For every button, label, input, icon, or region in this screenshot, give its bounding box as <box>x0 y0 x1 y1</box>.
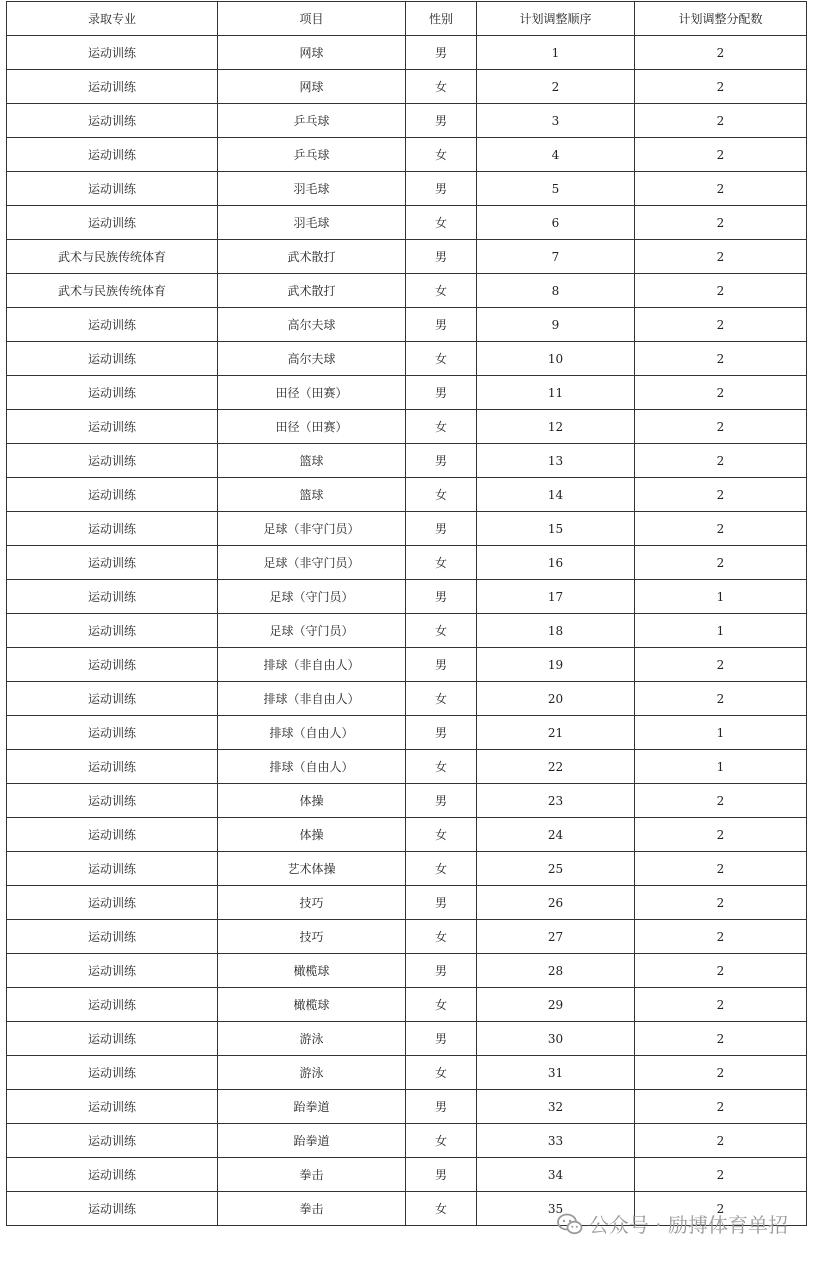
cell-event: 田径（田赛） <box>218 410 406 444</box>
header-adjust-order: 计划调整顺序 <box>477 2 635 36</box>
cell-gender: 女 <box>406 920 477 954</box>
cell-adjust-quota: 2 <box>635 172 807 206</box>
table-row <box>7 1192 807 1226</box>
cell-event: 田径（田赛） <box>218 376 406 410</box>
cell-major: 运动训练 <box>7 1056 218 1090</box>
cell-major: 运动训练 <box>7 36 218 70</box>
cell-gender: 女 <box>406 342 477 376</box>
cell-major: 运动训练 <box>7 750 218 784</box>
cell-event: 武术散打 <box>218 274 406 308</box>
header-gender: 性别 <box>406 2 477 36</box>
cell-event: 网球 <box>218 36 406 70</box>
table-row <box>7 444 807 478</box>
cell-gender: 男 <box>406 648 477 682</box>
cell-adjust-quota: 2 <box>635 886 807 920</box>
cell-adjust-quota: 2 <box>635 546 807 580</box>
header-major: 录取专业 <box>7 2 218 36</box>
table-row <box>7 988 807 1022</box>
table-row <box>7 852 807 886</box>
cell-adjust-quota: 2 <box>635 648 807 682</box>
table-row <box>7 138 807 172</box>
cell-adjust-order: 13 <box>477 444 635 478</box>
watermark-text: 公众号 · 励搏体育单招 <box>588 1213 788 1237</box>
cell-event: 篮球 <box>218 444 406 478</box>
cell-gender: 男 <box>406 716 477 750</box>
cell-gender: 男 <box>406 376 477 410</box>
cell-event: 足球（非守门员） <box>218 512 406 546</box>
cell-adjust-quota: 1 <box>635 750 807 784</box>
cell-adjust-quota: 2 <box>635 308 807 342</box>
table-row <box>7 1056 807 1090</box>
cell-major: 运动训练 <box>7 648 218 682</box>
table-row <box>7 682 807 716</box>
cell-adjust-quota: 1 <box>635 580 807 614</box>
table-row <box>7 274 807 308</box>
table-row <box>7 36 807 70</box>
cell-gender: 男 <box>406 512 477 546</box>
cell-adjust-order: 15 <box>477 512 635 546</box>
cell-gender: 女 <box>406 750 477 784</box>
cell-adjust-quota: 2 <box>635 104 807 138</box>
cell-event: 乒乓球 <box>218 138 406 172</box>
cell-major: 运动训练 <box>7 376 218 410</box>
cell-adjust-quota: 2 <box>635 274 807 308</box>
cell-adjust-order: 30 <box>477 1022 635 1056</box>
cell-event: 足球（守门员） <box>218 614 406 648</box>
cell-adjust-quota: 2 <box>635 784 807 818</box>
cell-adjust-order: 35 <box>477 1192 635 1226</box>
cell-gender: 女 <box>406 206 477 240</box>
cell-event: 游泳 <box>218 1022 406 1056</box>
cell-major: 运动训练 <box>7 410 218 444</box>
cell-adjust-order: 6 <box>477 206 635 240</box>
cell-event: 足球（守门员） <box>218 580 406 614</box>
cell-adjust-order: 14 <box>477 478 635 512</box>
table-row <box>7 886 807 920</box>
cell-event: 高尔夫球 <box>218 342 406 376</box>
table-row <box>7 478 807 512</box>
cell-gender: 女 <box>406 614 477 648</box>
cell-adjust-quota: 2 <box>635 376 807 410</box>
cell-gender: 女 <box>406 478 477 512</box>
cell-adjust-order: 4 <box>477 138 635 172</box>
table-row <box>7 784 807 818</box>
cell-event: 羽毛球 <box>218 172 406 206</box>
table-row <box>7 240 807 274</box>
cell-adjust-order: 19 <box>477 648 635 682</box>
cell-gender: 男 <box>406 172 477 206</box>
cell-major: 运动训练 <box>7 308 218 342</box>
cell-adjust-order: 24 <box>477 818 635 852</box>
cell-major: 运动训练 <box>7 784 218 818</box>
cell-gender: 男 <box>406 886 477 920</box>
cell-adjust-order: 2 <box>477 70 635 104</box>
cell-major: 武术与民族传统体育 <box>7 240 218 274</box>
table-row <box>7 104 807 138</box>
cell-adjust-quota: 2 <box>635 682 807 716</box>
cell-adjust-order: 9 <box>477 308 635 342</box>
cell-event: 高尔夫球 <box>218 308 406 342</box>
admission-plan-table <box>6 1 807 1226</box>
table-body <box>7 36 807 1226</box>
cell-major: 武术与民族传统体育 <box>7 274 218 308</box>
cell-adjust-quota: 2 <box>635 920 807 954</box>
cell-event: 拳击 <box>218 1158 406 1192</box>
cell-adjust-quota: 2 <box>635 478 807 512</box>
cell-major: 运动训练 <box>7 206 218 240</box>
cell-adjust-quota: 2 <box>635 1158 807 1192</box>
cell-event: 游泳 <box>218 1056 406 1090</box>
cell-gender: 女 <box>406 410 477 444</box>
cell-event: 体操 <box>218 784 406 818</box>
cell-major: 运动训练 <box>7 1192 218 1226</box>
header-row <box>7 2 807 36</box>
cell-adjust-order: 10 <box>477 342 635 376</box>
cell-gender: 女 <box>406 546 477 580</box>
cell-major: 运动训练 <box>7 716 218 750</box>
cell-gender: 女 <box>406 274 477 308</box>
cell-major: 运动训练 <box>7 580 218 614</box>
cell-adjust-quota: 2 <box>635 342 807 376</box>
cell-gender: 男 <box>406 1090 477 1124</box>
cell-adjust-order: 18 <box>477 614 635 648</box>
table-row <box>7 1158 807 1192</box>
cell-adjust-quota: 1 <box>635 716 807 750</box>
cell-gender: 男 <box>406 1158 477 1192</box>
table-row <box>7 1124 807 1158</box>
table-row <box>7 410 807 444</box>
cell-gender: 女 <box>406 988 477 1022</box>
cell-adjust-order: 3 <box>477 104 635 138</box>
cell-gender: 女 <box>406 818 477 852</box>
cell-major: 运动训练 <box>7 818 218 852</box>
cell-major: 运动训练 <box>7 512 218 546</box>
cell-event: 体操 <box>218 818 406 852</box>
cell-event: 艺术体操 <box>218 852 406 886</box>
cell-gender: 男 <box>406 580 477 614</box>
cell-major: 运动训练 <box>7 852 218 886</box>
cell-major: 运动训练 <box>7 1022 218 1056</box>
cell-adjust-quota: 1 <box>635 614 807 648</box>
cell-event: 武术散打 <box>218 240 406 274</box>
cell-adjust-quota: 2 <box>635 1056 807 1090</box>
cell-adjust-order: 23 <box>477 784 635 818</box>
cell-adjust-quota: 2 <box>635 1090 807 1124</box>
cell-major: 运动训练 <box>7 682 218 716</box>
cell-major: 运动训练 <box>7 70 218 104</box>
cell-gender: 男 <box>406 1022 477 1056</box>
table-row <box>7 648 807 682</box>
cell-adjust-quota: 2 <box>635 70 807 104</box>
cell-gender: 男 <box>406 444 477 478</box>
cell-adjust-order: 29 <box>477 988 635 1022</box>
cell-event: 跆拳道 <box>218 1124 406 1158</box>
cell-gender: 男 <box>406 104 477 138</box>
cell-adjust-quota: 2 <box>635 240 807 274</box>
cell-adjust-order: 22 <box>477 750 635 784</box>
cell-adjust-quota: 2 <box>635 1124 807 1158</box>
cell-adjust-quota: 2 <box>635 36 807 70</box>
header-event: 项目 <box>218 2 406 36</box>
cell-gender: 女 <box>406 1124 477 1158</box>
cell-adjust-order: 17 <box>477 580 635 614</box>
cell-adjust-quota: 2 <box>635 138 807 172</box>
cell-gender: 女 <box>406 138 477 172</box>
table-row <box>7 580 807 614</box>
table-row <box>7 716 807 750</box>
cell-event: 排球（自由人） <box>218 750 406 784</box>
cell-adjust-order: 21 <box>477 716 635 750</box>
cell-gender: 女 <box>406 682 477 716</box>
table-row <box>7 1022 807 1056</box>
cell-event: 技巧 <box>218 886 406 920</box>
cell-adjust-quota: 2 <box>635 988 807 1022</box>
cell-major: 运动训练 <box>7 954 218 988</box>
cell-adjust-quota: 2 <box>635 852 807 886</box>
cell-adjust-quota: 2 <box>635 206 807 240</box>
header-adjust-quota: 计划调整分配数 <box>635 2 807 36</box>
cell-gender: 女 <box>406 1192 477 1226</box>
cell-gender: 男 <box>406 954 477 988</box>
cell-adjust-order: 27 <box>477 920 635 954</box>
cell-event: 橄榄球 <box>218 954 406 988</box>
cell-adjust-order: 11 <box>477 376 635 410</box>
table-row <box>7 546 807 580</box>
cell-adjust-order: 32 <box>477 1090 635 1124</box>
cell-adjust-quota: 2 <box>635 1022 807 1056</box>
cell-event: 乒乓球 <box>218 104 406 138</box>
table-row <box>7 308 807 342</box>
cell-adjust-order: 20 <box>477 682 635 716</box>
table-row <box>7 206 807 240</box>
cell-adjust-order: 8 <box>477 274 635 308</box>
cell-major: 运动训练 <box>7 444 218 478</box>
table-row <box>7 172 807 206</box>
table-row <box>7 750 807 784</box>
table-row <box>7 512 807 546</box>
cell-major: 运动训练 <box>7 546 218 580</box>
table-row <box>7 920 807 954</box>
cell-adjust-quota: 2 <box>635 444 807 478</box>
table-row <box>7 342 807 376</box>
cell-adjust-order: 26 <box>477 886 635 920</box>
cell-event: 足球（非守门员） <box>218 546 406 580</box>
table-row <box>7 818 807 852</box>
cell-event: 羽毛球 <box>218 206 406 240</box>
cell-event: 篮球 <box>218 478 406 512</box>
table-row <box>7 954 807 988</box>
cell-event: 网球 <box>218 70 406 104</box>
cell-event: 排球（非自由人） <box>218 682 406 716</box>
cell-major: 运动训练 <box>7 1158 218 1192</box>
cell-adjust-order: 16 <box>477 546 635 580</box>
cell-gender: 女 <box>406 1056 477 1090</box>
cell-event: 排球（自由人） <box>218 716 406 750</box>
table-row <box>7 70 807 104</box>
cell-major: 运动训练 <box>7 614 218 648</box>
cell-gender: 男 <box>406 784 477 818</box>
cell-adjust-quota: 2 <box>635 1192 807 1226</box>
cell-adjust-quota: 2 <box>635 512 807 546</box>
table-row <box>7 376 807 410</box>
cell-major: 运动训练 <box>7 1124 218 1158</box>
cell-gender: 男 <box>406 308 477 342</box>
cell-adjust-quota: 2 <box>635 818 807 852</box>
cell-adjust-quota: 2 <box>635 954 807 988</box>
cell-event: 拳击 <box>218 1192 406 1226</box>
table-row <box>7 1090 807 1124</box>
cell-major: 运动训练 <box>7 104 218 138</box>
cell-event: 排球（非自由人） <box>218 648 406 682</box>
cell-major: 运动训练 <box>7 1090 218 1124</box>
cell-adjust-order: 1 <box>477 36 635 70</box>
table-row <box>7 614 807 648</box>
cell-event: 跆拳道 <box>218 1090 406 1124</box>
cell-adjust-order: 12 <box>477 410 635 444</box>
cell-adjust-order: 25 <box>477 852 635 886</box>
cell-adjust-order: 5 <box>477 172 635 206</box>
cell-gender: 男 <box>406 36 477 70</box>
table-header <box>7 2 807 36</box>
cell-major: 运动训练 <box>7 342 218 376</box>
cell-event: 橄榄球 <box>218 988 406 1022</box>
cell-major: 运动训练 <box>7 920 218 954</box>
admission-table-container <box>6 1 807 1226</box>
cell-major: 运动训练 <box>7 138 218 172</box>
cell-adjust-order: 28 <box>477 954 635 988</box>
cell-adjust-order: 34 <box>477 1158 635 1192</box>
cell-major: 运动训练 <box>7 478 218 512</box>
cell-adjust-order: 31 <box>477 1056 635 1090</box>
cell-adjust-order: 7 <box>477 240 635 274</box>
cell-gender: 女 <box>406 852 477 886</box>
cell-adjust-quota: 2 <box>635 410 807 444</box>
cell-adjust-order: 33 <box>477 1124 635 1158</box>
cell-event: 技巧 <box>218 920 406 954</box>
cell-major: 运动训练 <box>7 172 218 206</box>
cell-gender: 男 <box>406 240 477 274</box>
cell-gender: 女 <box>406 70 477 104</box>
cell-major: 运动训练 <box>7 886 218 920</box>
cell-major: 运动训练 <box>7 988 218 1022</box>
